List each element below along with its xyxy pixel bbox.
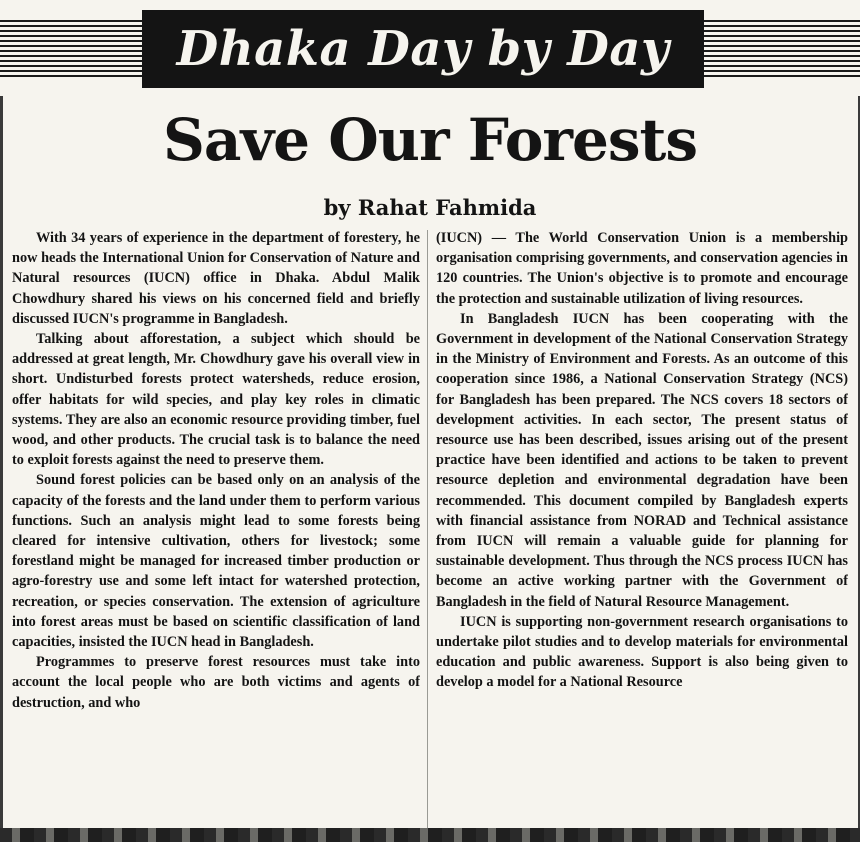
masthead-rule-left <box>0 20 142 80</box>
masthead-title: Dhaka Day by Day <box>176 21 670 77</box>
paragraph: Programmes to preserve forest resources must take into account the local people who are both victims and agents of destruction, and who <box>12 654 420 711</box>
paragraph: (IUCN) — The World Conservation Union is a membership organisation comprising governments, and conservation agencies in 120 countries. The Union's objective is to promote and encourage the protection and sustainable utilization of living resources. <box>436 230 848 307</box>
paragraph: Talking about afforestation, a subject which should be addressed at great length, Mr. Chowdhury gave his overall view in short. Undisturbed forests protect watersheds, reduce erosion, offer habitats for wild species, and play key roles in climatic systems. They are also an economic resource providing timber, fuel wood, and other products. The crucial task is to balance the need to exploit forests against the need to preserve them. <box>12 331 420 469</box>
bottom-edge-band <box>0 828 860 842</box>
masthead <box>0 10 860 96</box>
paragraph: IUCN is supporting non-government research organisations to undertake pilot studies and to develop materials for environmental education and public awareness. Support is also being given to develop a model for a National Resource <box>436 613 848 691</box>
column-divider <box>427 230 428 830</box>
article-column-right <box>436 228 848 830</box>
article-byline: by Rahat Fahmida <box>323 195 537 220</box>
paragraph: In Bangladesh IUCN has been cooperating with the Government in development of the National Conservation Strategy in the Ministry of Environment and Forests. As an outcome of this cooperation since 1986, a National Conservation Strategy (NCS) for Bangladesh has been prepared. The NCS covers 18 sectors of development activities. In each sector, The present status of resource use has been described, issues arising out of the present practice have been identified and actions to be taken to prevent resource depletion and environmental degradation have been recommended. This document compiled by Bangladesh experts with financial assistance from NORAD and Technical assistance from IUCN will remain a valuable guide for planning for sustainable development. Thus through the NCS process IUCN has become an active working partner with the Government of Bangladesh in the field of Natural Resource Management. <box>436 310 848 610</box>
paragraph: Sound forest policies can be based only on an analysis of the capacity of the forests and the land under them to perform various functions. Such an analysis might lead to some forests being cleared for intensive cultivation, others for livestock; some forestland might be managed for increased timber production or agro-forestry use and some left intact for watershed protection, recreation, or species conservation. The extension of agriculture into forest areas must be based on scientific classification of land capacities, insisted the IUCN head in Bangladesh. <box>12 472 420 651</box>
masthead-banner <box>142 10 704 88</box>
masthead-rule-right <box>704 20 860 80</box>
paragraph: With 34 years of experience in the department of forestery, he now heads the International Union for Conservation of Nature and Natural resources (IUCN) office in Dhaka. Abdul Malik Chowdhury shared his views on his concerned field and briefly discussed IUCN's programme in Bangladesh. <box>12 230 420 327</box>
article-column-left <box>12 228 420 830</box>
article-headline: Save Our Forests <box>163 106 697 174</box>
